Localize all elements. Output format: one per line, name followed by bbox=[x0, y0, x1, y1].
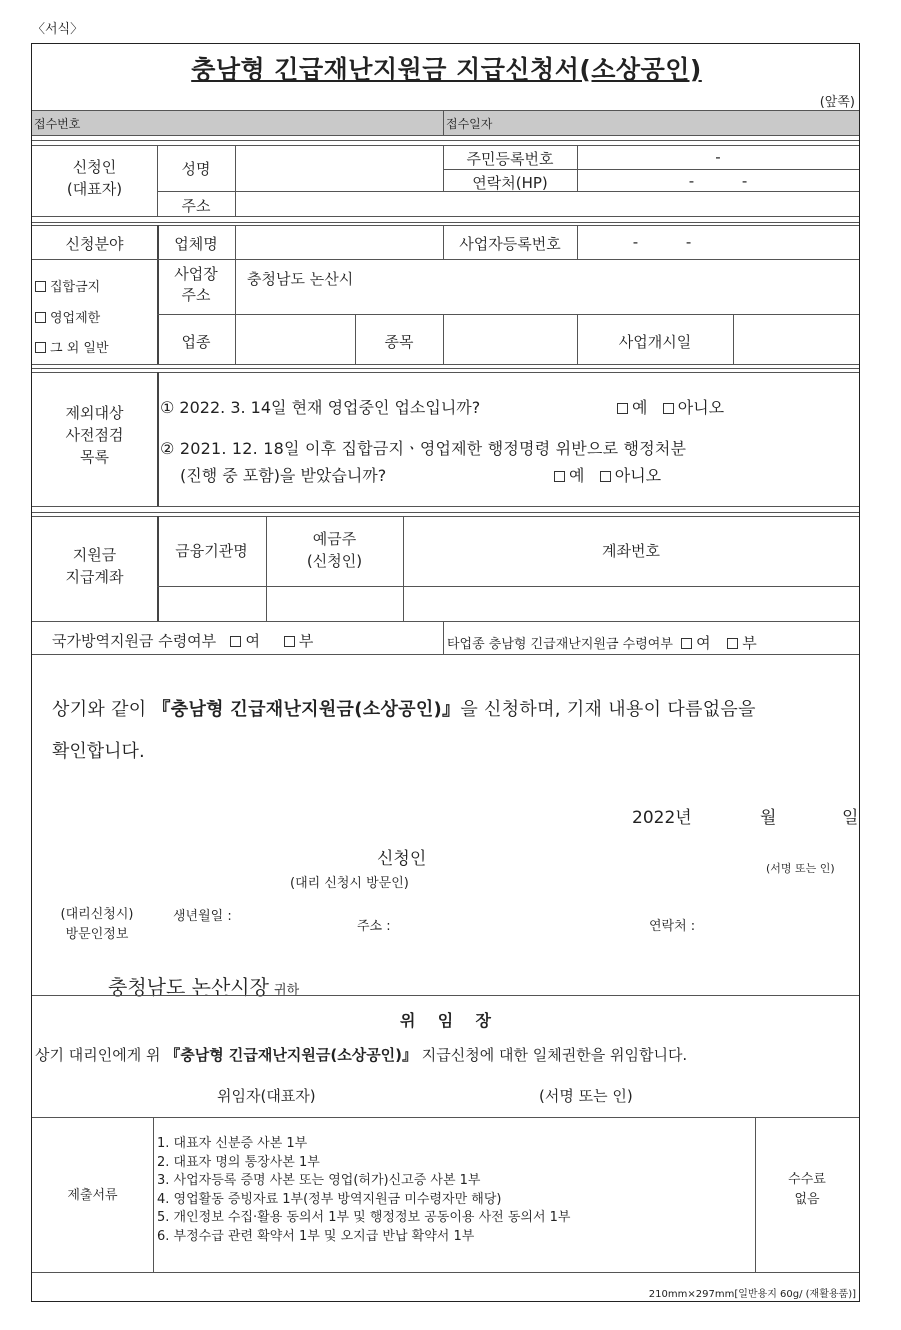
site-address-label: 사업장 주소 bbox=[174, 265, 218, 304]
documents-list bbox=[157, 1135, 570, 1246]
resident-number-label: 주민등록번호 bbox=[466, 150, 554, 168]
list-item: 6. 부정수급 관련 확약서 1부 및 오지급 반납 확약서 1부 bbox=[157, 1228, 475, 1244]
account-holder-label: 예금주 (신청인) bbox=[306, 530, 363, 570]
item-label: 종목 bbox=[384, 333, 414, 351]
application-form bbox=[31, 43, 860, 1302]
address-label: 주소 bbox=[181, 197, 211, 215]
visitor-phone-label: 연락처 : bbox=[649, 919, 696, 934]
checkbox[interactable] bbox=[230, 636, 241, 647]
applicant-section-label: 신청인 (대표자) bbox=[66, 158, 123, 198]
addressee: 충청남도 논산시장 귀하 bbox=[108, 975, 300, 999]
list-item: 2. 대표자 명의 통장사본 1부 bbox=[157, 1154, 320, 1170]
category-label: 신청분야 bbox=[65, 235, 124, 253]
declaration-text: 상기와 같이 『충남형 긴급재난지원금(소상공인)』을 신청하며, 기재 내용이 다름없음을 bbox=[52, 699, 756, 720]
national-support-received[interactable]: 국가방역지원금 수령여부 여 부 bbox=[52, 632, 314, 650]
site-address-value[interactable]: 충청남도 논산시 bbox=[247, 270, 354, 288]
documents-label: 제출서류 bbox=[67, 1188, 118, 1203]
account-section-label: 지원금 지급계좌 bbox=[65, 546, 124, 586]
date-month: 월 bbox=[760, 808, 777, 828]
checkbox[interactable] bbox=[284, 636, 295, 647]
date-day: 일 bbox=[842, 808, 859, 828]
delegation-text: 상기 대리인에게 위 『충남형 긴급재난지원금(소상공인)』 지급신청에 대한 일체권한을 위임합니다. bbox=[35, 1046, 688, 1064]
signature-seal-note: (서명 또는 인) bbox=[766, 862, 835, 875]
delegation-title: 위 임 장 bbox=[400, 1011, 491, 1030]
list-item: 3. 사업자등록 증명 사본 또는 영업(허가)신고증 사본 1부 bbox=[157, 1173, 481, 1188]
receipt-number-label: 접수번호 bbox=[34, 117, 81, 131]
start-date-label: 사업개시일 bbox=[618, 333, 692, 351]
account-number-label: 계좌번호 bbox=[602, 542, 660, 560]
business-registration-label: 사업자등록번호 bbox=[459, 235, 561, 253]
business-registration-value[interactable]: - - bbox=[632, 233, 692, 251]
q1-answers[interactable]: 예 아니오 bbox=[617, 395, 724, 418]
checkbox[interactable] bbox=[554, 471, 565, 482]
company-name-label: 업체명 bbox=[174, 235, 218, 253]
declaration-text-cont: 확인합니다. bbox=[52, 741, 145, 762]
fee-note: 수수료 없음 bbox=[788, 1172, 826, 1207]
form-label: 〈서식〉 bbox=[32, 22, 84, 37]
resident-number-value[interactable]: - bbox=[715, 148, 721, 166]
exclusion-question-2-cont: (진행 중 포함)을 받았습니까? bbox=[180, 466, 387, 485]
bank-name-label: 금융기관명 bbox=[175, 542, 248, 560]
checkbox[interactable] bbox=[600, 471, 611, 482]
phone-value[interactable]: - - bbox=[688, 172, 748, 190]
date-year: 2022년 bbox=[632, 808, 692, 828]
list-item: 1. 대표자 신분증 사본 1부 bbox=[157, 1136, 308, 1151]
page-title: 충남형 긴급재난지원금 지급신청서(소상공인) bbox=[191, 55, 702, 84]
delegator-label: 위임자(대표자) bbox=[217, 1087, 316, 1105]
checkbox[interactable] bbox=[727, 638, 738, 649]
option-other-general[interactable]: 그 외 일반 bbox=[35, 337, 109, 356]
checkbox[interactable] bbox=[663, 403, 674, 414]
option-business-restriction[interactable]: 영업제한 bbox=[35, 307, 100, 326]
name-label: 성명 bbox=[181, 160, 211, 178]
exclusion-question-2: ② 2021. 12. 18일 이후 집합금지ㆍ영업제한 행정명령 위반으로 행정처분 bbox=[160, 439, 687, 458]
receipt-date-label: 접수일자 bbox=[446, 117, 493, 131]
checkbox[interactable] bbox=[35, 281, 46, 292]
visitor-address-label: 주소 : bbox=[357, 919, 391, 934]
visitor-birth-label: 생년월일 : bbox=[173, 909, 232, 924]
checkbox[interactable] bbox=[35, 312, 46, 323]
proxy-visitor-note: (대리 신청시 방문인) bbox=[290, 876, 409, 891]
exclusion-question-1: ① 2022. 3. 14일 현재 영업중인 업소입니까? bbox=[160, 398, 481, 417]
option-gathering-ban[interactable]: 집합금지 bbox=[35, 276, 100, 295]
applicant-signature-label: 신청인 bbox=[377, 849, 427, 869]
list-item: 4. 영업활동 증빙자료 1부(정부 방역지원금 미수령자만 해당) bbox=[157, 1191, 502, 1207]
q2-answers[interactable]: 예 아니오 bbox=[554, 463, 661, 486]
phone-label: 연락처(HP) bbox=[472, 174, 548, 192]
exclusion-section-label: 제외대상 사전점검 목록 bbox=[65, 404, 124, 466]
page-side: (앞쪽) bbox=[819, 95, 855, 110]
industry-label: 업종 bbox=[181, 333, 211, 351]
visitor-info-label: (대리신청시) 방문인정보 bbox=[60, 907, 134, 942]
checkbox[interactable] bbox=[681, 638, 692, 649]
checkbox[interactable] bbox=[35, 342, 46, 353]
checkbox[interactable] bbox=[617, 403, 628, 414]
other-support-received[interactable]: 타업종 충남형 긴급재난지원금 수령여부 여 부 bbox=[447, 634, 757, 652]
paper-spec: 210mm×297mm[일반용지 60g/ (재활용품)] bbox=[648, 1289, 856, 1300]
delegator-sign-note: (서명 또는 인) bbox=[539, 1087, 633, 1105]
list-item: 5. 개인정보 수집·활용 동의서 1부 및 행정정보 공동이용 사전 동의서 1부 bbox=[157, 1210, 571, 1225]
